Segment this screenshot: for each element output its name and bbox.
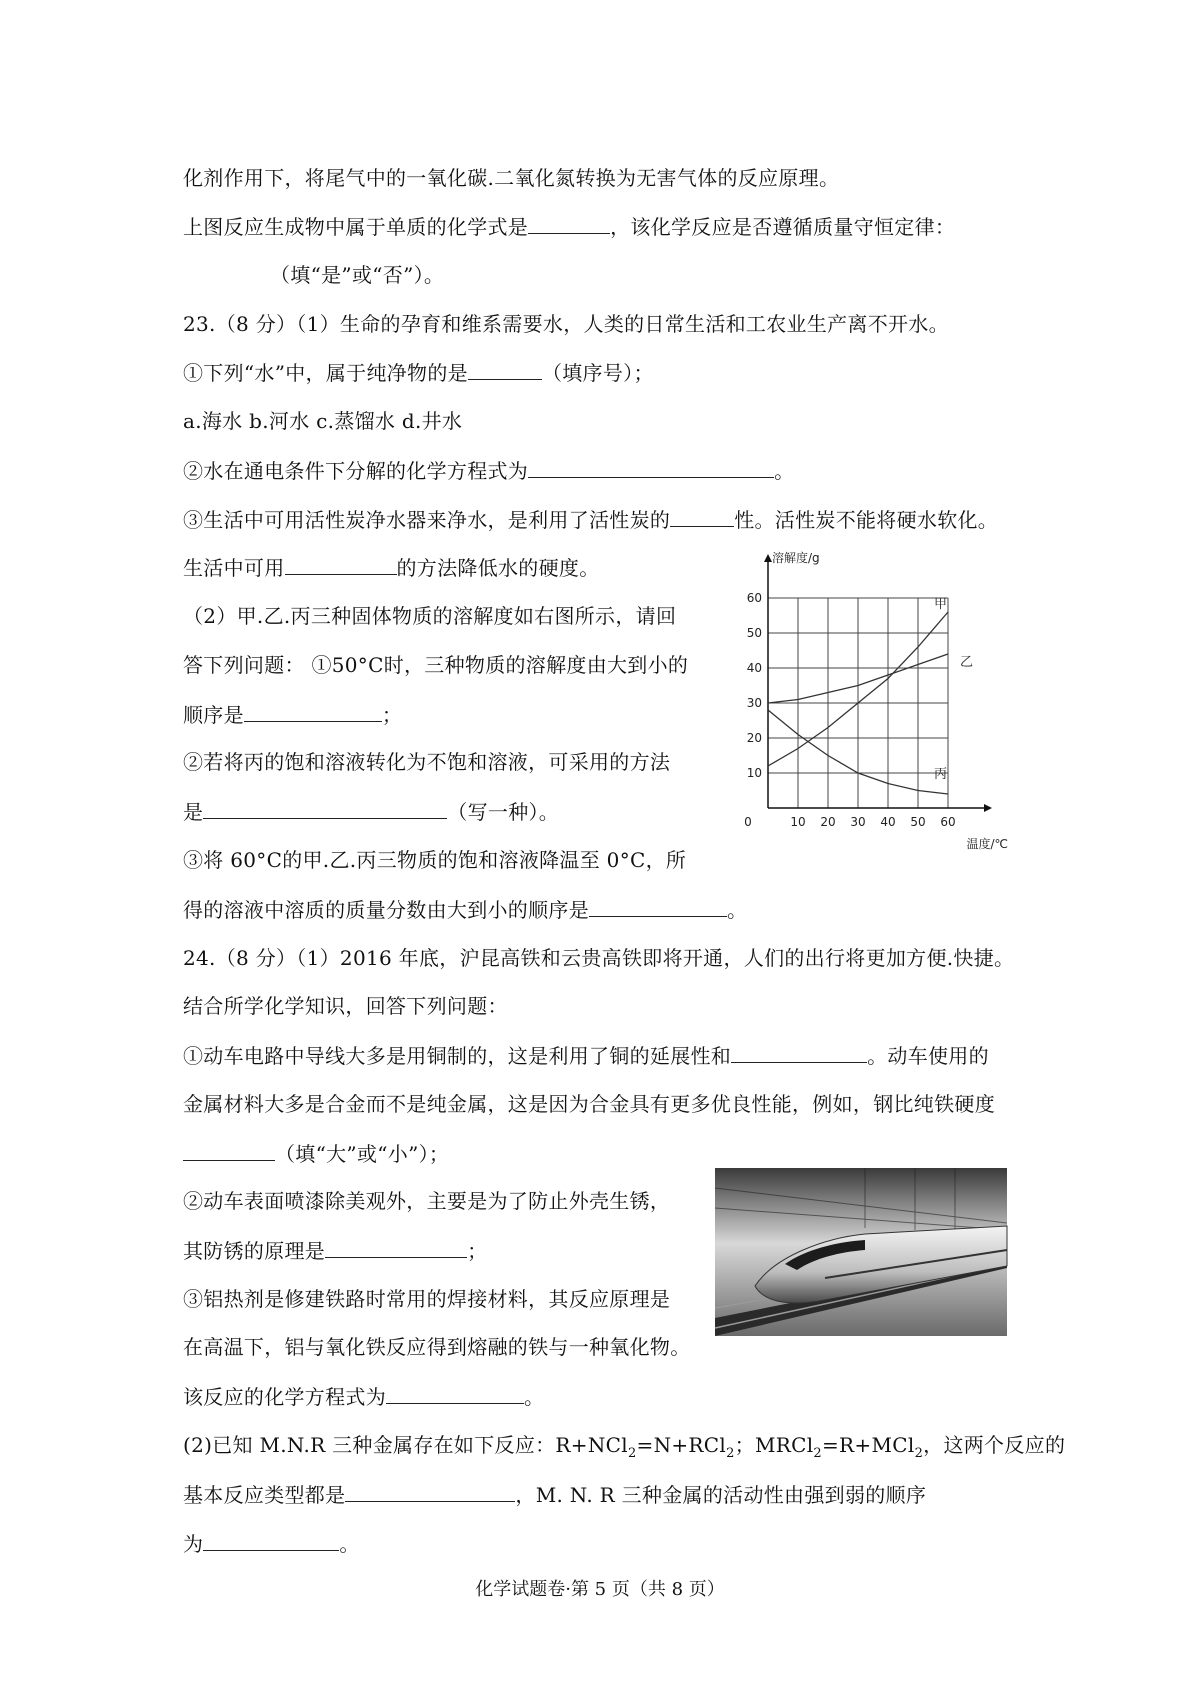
question-23-title: 23.（8 分）（1）生命的孕育和维系需要水，人类的日常生活和工农业生产离不开水。 bbox=[183, 312, 949, 336]
text-segment: (2)已知 M.N.R 三种金属存在如下反应：R+NCl bbox=[183, 1433, 628, 1457]
text-segment: ，该化学反应是否遵循质量守恒定律： bbox=[610, 215, 956, 239]
x-tick-label: 30 bbox=[850, 815, 866, 829]
text-segment: =N+RCl bbox=[636, 1433, 727, 1457]
text-segment: 的方法降低水的硬度。 bbox=[396, 556, 600, 580]
answer-blank[interactable] bbox=[589, 896, 727, 917]
text-segment: 顺序是 bbox=[183, 703, 244, 727]
text-segment: ，这两个反应的 bbox=[923, 1433, 1066, 1457]
subscript: 2 bbox=[627, 1446, 637, 1461]
options-line: a.海水 b.河水 c.蒸馏水 d.井水 bbox=[183, 409, 463, 433]
answer-blank[interactable] bbox=[468, 359, 542, 380]
subscript: 2 bbox=[813, 1446, 822, 1461]
text-line bbox=[183, 798, 559, 825]
series-label-丙: 丙 bbox=[934, 767, 948, 782]
train-photo bbox=[715, 1168, 1007, 1336]
text-segment: 为 bbox=[183, 1532, 204, 1556]
y-tick-label: 10 bbox=[746, 766, 762, 780]
answer-blank[interactable] bbox=[528, 457, 774, 478]
text-segment: （填序号）； bbox=[541, 361, 654, 385]
text-segment: 上图反应生成物中属于单质的化学式是 bbox=[183, 215, 529, 239]
text-line: 在高温下，铝与氧化铁反应得到熔融的铁与一种氧化物。 bbox=[183, 1335, 691, 1359]
text-line bbox=[183, 701, 402, 728]
answer-blank[interactable] bbox=[203, 798, 447, 819]
text-line: 金属材料大多是合金而不是纯金属，这是因为合金具有更多优良性能，例如，钢比纯铁硬度 bbox=[183, 1092, 995, 1116]
series-label-甲: 甲 bbox=[934, 597, 948, 612]
text-segment: （写一种）。 bbox=[447, 800, 560, 824]
text-segment: 性。活性炭不能将硬水软化。 bbox=[734, 508, 999, 532]
text-line bbox=[183, 554, 600, 581]
answer-blank[interactable] bbox=[244, 701, 382, 722]
text-line bbox=[183, 1481, 926, 1508]
solubility-chart bbox=[738, 548, 1008, 858]
text-segment: 生活中可用 bbox=[183, 556, 285, 580]
text-segment: 基本反应类型都是 bbox=[183, 1483, 346, 1507]
text-line: （2）甲.乙.丙三种固体物质的溶解度如右图所示，请回 bbox=[183, 604, 677, 628]
text-segment: 。 bbox=[774, 459, 795, 483]
text-segment: ③生活中可用活性炭净水器来净水，是利用了活性炭的 bbox=[183, 508, 671, 532]
answer-blank[interactable] bbox=[203, 1530, 339, 1551]
answer-blank[interactable] bbox=[325, 1237, 467, 1258]
text-segment: 。 bbox=[339, 1532, 360, 1556]
text-segment: 。动车使用的 bbox=[867, 1044, 989, 1068]
subscript: 2 bbox=[726, 1446, 735, 1461]
text-segment: ； bbox=[381, 703, 403, 727]
y-tick-label: 40 bbox=[746, 661, 762, 675]
x-tick-label: 10 bbox=[790, 815, 806, 829]
page-footer: 化学试题卷·第 5 页（共 8 页） bbox=[475, 1579, 725, 1600]
answer-blank[interactable] bbox=[731, 1042, 867, 1063]
text-line: 结合所学化学知识，回答下列问题： bbox=[183, 994, 508, 1018]
y-tick-label: 50 bbox=[746, 626, 762, 640]
series-label-乙: 乙 bbox=[960, 655, 974, 670]
y-axis-label: 溶解度/g bbox=[772, 551, 820, 565]
text-line bbox=[183, 213, 955, 240]
y-tick-label: 30 bbox=[746, 696, 762, 710]
x-tick-label: 50 bbox=[910, 815, 926, 829]
text-line bbox=[183, 1432, 1066, 1461]
answer-blank[interactable] bbox=[183, 1140, 275, 1161]
high-speed-train-image bbox=[715, 1168, 1007, 1336]
text-segment: 。 bbox=[524, 1385, 545, 1409]
text-line: （填“是”或“否”）。 bbox=[270, 263, 445, 287]
text-line bbox=[183, 1140, 449, 1167]
text-line bbox=[183, 359, 654, 386]
text-segment: 是 bbox=[183, 800, 204, 824]
text-line bbox=[183, 1237, 487, 1264]
x-tick-label: 40 bbox=[880, 815, 896, 829]
x-tick-label: 20 bbox=[820, 815, 836, 829]
text-line bbox=[183, 1383, 544, 1410]
text-segment: ，M. N. R 三种金属的活动性由强到弱的顺序 bbox=[515, 1483, 927, 1507]
text-segment: ①动车电路中导线大多是用铜制的，这是利用了铜的延展性和 bbox=[183, 1044, 732, 1068]
text-line: ②若将丙的饱和溶液转化为不饱和溶液，可采用的方法 bbox=[183, 750, 671, 774]
text-line: 化剂作用下，将尾气中的一氧化碳.二氧化氮转换为无害气体的反应原理。 bbox=[183, 166, 840, 190]
subscript: 2 bbox=[914, 1446, 924, 1461]
text-line bbox=[183, 506, 998, 533]
answer-blank[interactable] bbox=[528, 213, 610, 234]
answer-blank[interactable] bbox=[670, 506, 734, 527]
text-line bbox=[183, 896, 747, 923]
text-segment: ；MRCl bbox=[734, 1433, 814, 1457]
text-segment: 该反应的化学方程式为 bbox=[183, 1385, 386, 1409]
text-line: ②动车表面喷漆除美观外，主要是为了防止外壳生锈， bbox=[183, 1189, 671, 1213]
answer-blank[interactable] bbox=[386, 1383, 524, 1404]
answer-blank[interactable] bbox=[345, 1481, 515, 1502]
text-line bbox=[183, 457, 794, 484]
text-segment: 得的溶液中溶质的质量分数由大到小的顺序是 bbox=[183, 898, 589, 922]
text-line: 答下列问题： ①50°C时，三种物质的溶解度由大到小的 bbox=[183, 653, 689, 677]
text-segment: ②水在通电条件下分解的化学方程式为 bbox=[183, 459, 529, 483]
x-axis-label: 温度/℃ bbox=[966, 837, 1008, 851]
text-segment: 其防锈的原理是 bbox=[183, 1239, 326, 1263]
text-segment: 。 bbox=[727, 898, 748, 922]
text-line bbox=[183, 1042, 989, 1069]
answer-blank[interactable] bbox=[285, 554, 397, 575]
text-segment: =R+MCl bbox=[822, 1433, 915, 1457]
y-tick-label: 60 bbox=[746, 591, 762, 605]
x-tick-label: 0 bbox=[744, 815, 752, 829]
x-axis-arrow bbox=[984, 804, 992, 812]
text-line: ③将 60°C的甲.乙.丙三物质的饱和溶液降温至 0°C，所 bbox=[183, 848, 687, 872]
text-line: ③铝热剂是修建铁路时常用的焊接材料，其反应原理是 bbox=[183, 1287, 671, 1311]
question-24-title: 24.（8 分）（1）2016 年底，沪昆高铁和云贵高铁即将开通，人们的出行将更加方便.快捷。 bbox=[183, 946, 1015, 970]
text-segment: ； bbox=[467, 1239, 488, 1263]
y-tick-label: 20 bbox=[746, 731, 762, 745]
y-axis-arrow bbox=[764, 554, 772, 562]
x-tick-label: 60 bbox=[940, 815, 956, 829]
text-line bbox=[183, 1530, 360, 1557]
text-segment: （填“大”或“小”）； bbox=[275, 1142, 450, 1166]
text-segment: ①下列“水”中，属于纯净物的是 bbox=[183, 361, 468, 385]
